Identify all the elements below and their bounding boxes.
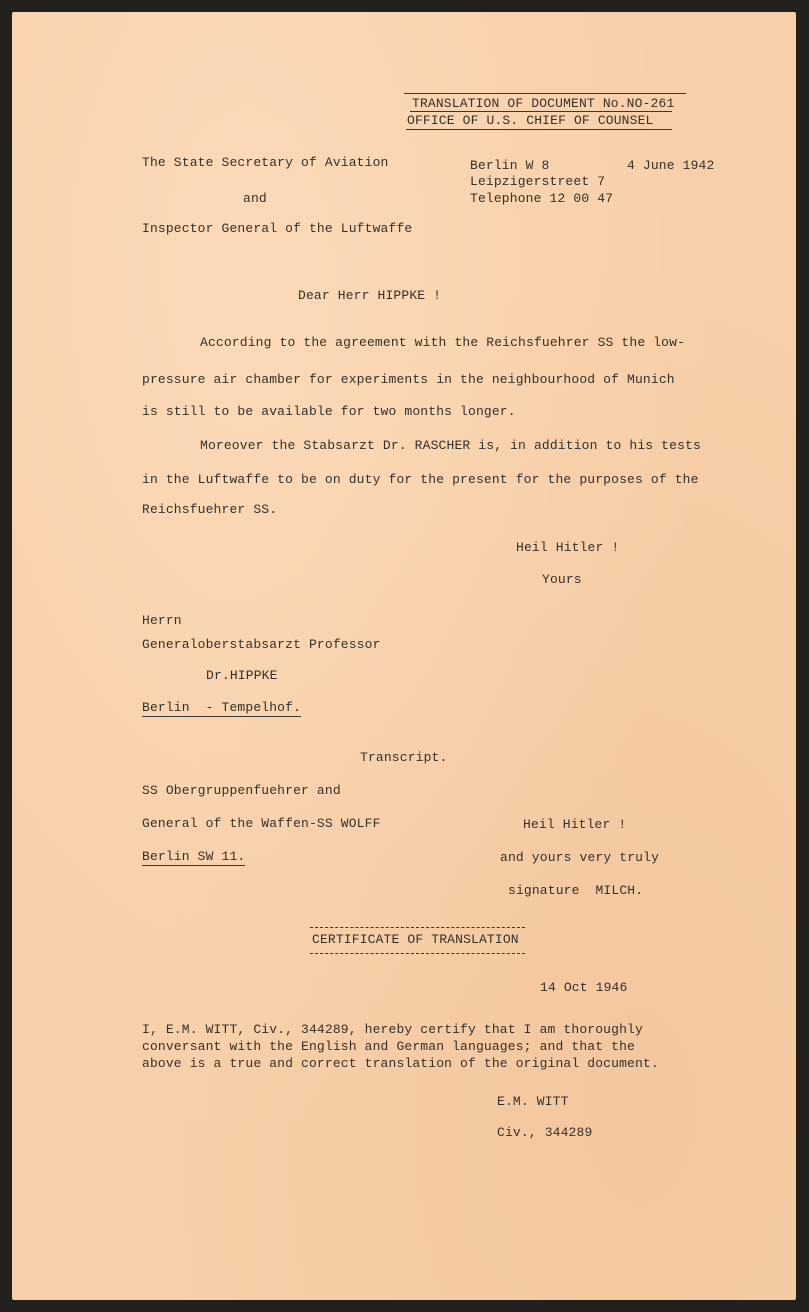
address-telephone: Telephone 12 00 47 (470, 191, 614, 206)
header-rule-middle (410, 111, 672, 112)
body-paragraph-2-line-1: Moreover the Stabsarzt Dr. RASCHER is, in addition to his tests (200, 438, 701, 453)
closing-greeting: Heil Hitler ! (516, 540, 620, 555)
certificate-title-box (310, 927, 525, 955)
certificate-line-2: conversant with the English and German languages; and that the (142, 1039, 635, 1054)
body-paragraph-2-line-2: in the Luftwaffe to be on duty for the present for the purposes of the (142, 472, 699, 487)
transcript-line-1: SS Obergruppenfuehrer and (142, 783, 341, 798)
sender-line-1: The State Secretary of Aviation (142, 155, 389, 170)
recipient-line-4: Berlin - Tempelhof. (142, 700, 302, 715)
body-paragraph-1-line-2: pressure air chamber for experiments in the neighbourhood of Munich (142, 372, 675, 387)
header-rule-bottom (406, 129, 672, 130)
transcript-line-3: Berlin SW 11. (142, 849, 246, 864)
letter-date: 4 June 1942 (627, 158, 715, 173)
sender-line-2: and (243, 191, 267, 206)
certificate-date: 14 Oct 1946 (540, 980, 628, 995)
address-city: Berlin W 8 (470, 158, 550, 173)
transcript-greeting: Heil Hitler ! (523, 817, 627, 832)
sender-line-3: Inspector General of the Luftwaffe (142, 221, 413, 236)
body-paragraph-1-line-1: According to the agreement with the Reichsfuehrer SS the low- (200, 335, 686, 350)
header-rule-top (404, 93, 686, 94)
document-page (12, 12, 796, 1300)
certificate-rule-top (310, 927, 525, 928)
transcript-signature: signature MILCH. (508, 883, 644, 898)
translator-id: Civ., 344289 (497, 1125, 593, 1140)
address-street: Leipzigerstreet 7 (470, 174, 606, 189)
recipient-line-1: Herrn (142, 613, 182, 628)
recipient-line-3: Dr.HIPPKE (206, 668, 278, 683)
certificate-line-1: I, E.M. WITT, Civ., 344289, hereby certify that I am thoroughly (142, 1022, 643, 1037)
body-paragraph-2-line-3: Reichsfuehrer SS. (142, 502, 278, 517)
body-paragraph-1-line-3: is still to be available for two months longer. (142, 404, 516, 419)
transcript-label: Transcript. (360, 750, 448, 765)
certificate-rule-bottom (310, 953, 525, 954)
document-header (404, 93, 686, 133)
closing-yours: Yours (542, 572, 582, 587)
recipient-line-2: Generaloberstabsarzt Professor (142, 637, 381, 652)
header-office: OFFICE OF U.S. CHIEF OF COUNSEL (407, 113, 654, 128)
header-document-number: TRANSLATION OF DOCUMENT No.NO-261 (412, 96, 675, 111)
salutation: Dear Herr HIPPKE ! (298, 288, 442, 303)
certificate-title: CERTIFICATE OF TRANSLATION (312, 932, 519, 947)
translator-name: E.M. WITT (497, 1094, 569, 1109)
certificate-line-3: above is a true and correct translation of the original document. (142, 1056, 659, 1071)
transcript-yours: and yours very truly (500, 850, 660, 865)
transcript-line-2: General of the Waffen-SS WOLFF (142, 816, 381, 831)
